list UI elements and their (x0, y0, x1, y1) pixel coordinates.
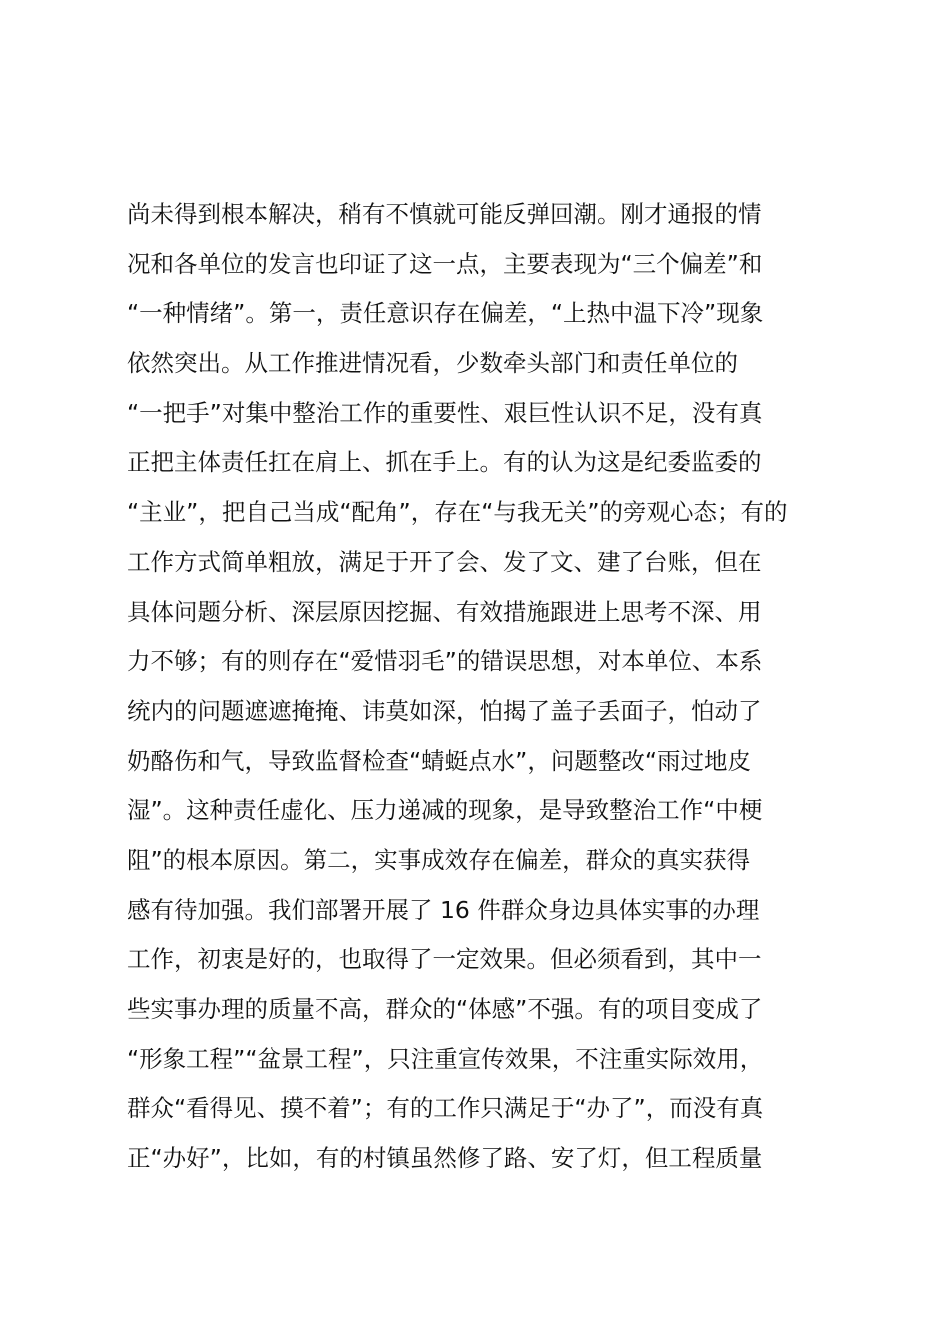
text-line: 湿”。这种责任虚化、压力递减的现象，是导致整治工作“中梗 (127, 796, 763, 825)
text-line: 群众“看得见、摸不着”；有的工作只满足于“办了”，而没有真 (127, 1094, 764, 1123)
text-line: “一种情绪”。第一，责任意识存在偏差，“上热中温下冷”现象 (127, 299, 764, 328)
text-line: 依然突出。从工作推进情况看，少数牵头部门和责任单位的 (127, 349, 738, 378)
text-line: 正“办好”，比如，有的村镇虽然修了路、安了灯，但工程质量 (127, 1144, 763, 1173)
text-line: 尚未得到根本解决，稍有不慎就可能反弹回潮。刚才通报的情 (127, 200, 762, 228)
text-line: 工作，初衷是好的，也取得了一定效果。但必须看到，其中一 (127, 945, 762, 974)
text-line: “主业”，把自己当成“配角”，存在“与我无关”的旁观心态；有的 (127, 498, 788, 527)
text-line: 工作方式简单粗放，满足于开了会、发了文、建了台账，但在 (127, 547, 762, 576)
text-line: 阻”的根本原因。第二，实事成效存在偏差，群众的真实获得 (127, 845, 751, 874)
text-line: 感有待加强。我们部署开展了 16 件群众身边具体实事的办理 (127, 895, 760, 924)
text-line: 具体问题分析、深层原因挖掘、有效措施跟进上思考不深、用 (127, 597, 762, 626)
body-paragraph (127, 190, 827, 1184)
text-line: 些实事办理的质量不高，群众的“体感”不强。有的项目变成了 (127, 995, 763, 1023)
text-line: 奶酪伤和气，导致监督检查“蜻蜓点水”，问题整改“雨过地皮 (127, 746, 752, 775)
text-line: “形象工程”“盆景工程”，只注重宣传效果，不注重实际效用， (127, 1044, 764, 1073)
text-line: 正把主体责任扛在肩上、抓在手上。有的认为这是纪委监委的 (127, 448, 762, 477)
text-line: “一把手”对集中整治工作的重要性、艰巨性认识不足，没有真 (127, 398, 763, 427)
text-line: 力不够；有的则存在“爱惜羽毛”的错误思想，对本单位、本系 (127, 647, 763, 676)
text-line: 况和各单位的发言也印证了这一点，主要表现为“三个偏差”和 (127, 249, 763, 278)
text-line: 统内的问题遮遮掩掩、讳莫如深，怕揭了盖子丢面子，怕动了 (127, 696, 762, 725)
